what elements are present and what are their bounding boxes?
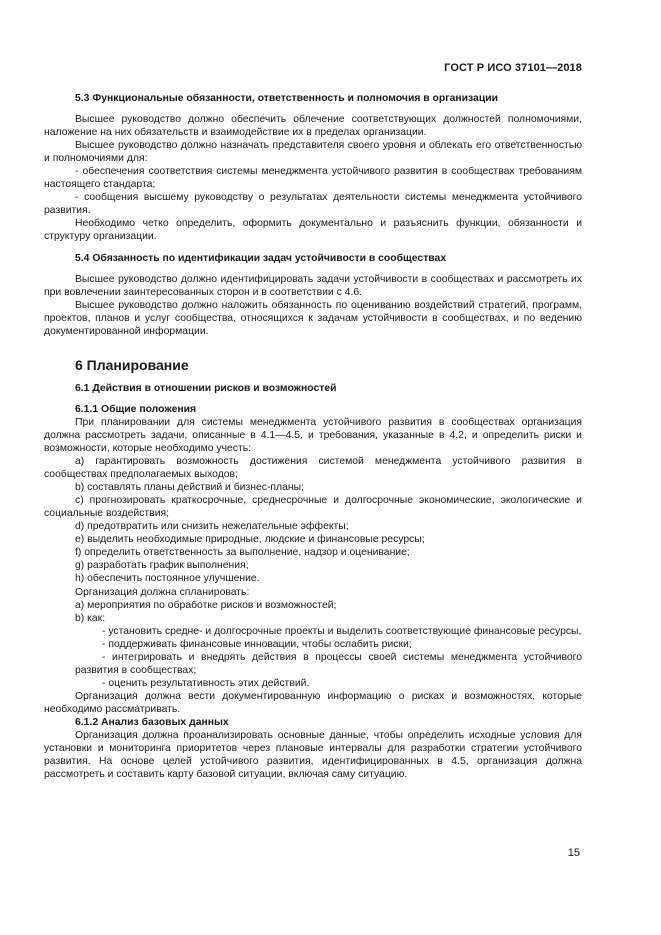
paragraph: Необходимо четко определить, оформить документально и разъяснить функции, обязанности и структуру организации. [44,218,582,243]
paragraph: Высшее руководство должно наложить обязанность по оцениванию воздействий стратегий, программ, проектов, планов и услуг сообщества, относящихся к задачам устойчивости в сообществах, и по ведению документированной информации. [44,299,582,337]
section-5-3-title: 5.3 Функциональные обязанности, ответственность и полномочия в организации [75,93,498,104]
list-item: e) выделить необходимые природные, людские и финансовые ресурсы; [75,534,425,546]
list-item: a) гарантировать возможность достижения системой менеджмента устойчивого развития в сообществах предполагаемых выходов; [44,456,582,481]
list-item: b) как: [75,612,106,624]
list-item: a) мероприятия по обработке рисков и возможностей; [75,599,337,611]
standard-header: ГОСТ Р ИСО 37101—2018 [444,62,582,74]
list-item: c) прогнозировать краткосрочные, среднесрочные и долгосрочные экономические, экологические и социальные воздействия; [44,495,582,520]
list-item: h) обеспечить постоянное улучшение. [75,573,260,585]
dash-item: - интегрировать и внедрять действия в процессы своей системы менеджмента устойчивого развития в сообществах; [75,651,582,676]
section-6-1-1-title: 6.1.1 Общие положения [75,403,197,415]
section-6-title: 6 Планирование [75,356,189,373]
paragraph: Организация должна проанализировать основные данные, чтобы определить исходные условия для установки и мониторинга приоритетов через плановые интервалы для разработки стратегии устойчивого развития. На основе целей устойчивого развития, идентифицированных в 4.5, организация должна рассмотреть и составить карту базовой ситуации, включая саму ситуацию. [44,730,582,781]
dash-item: - оценить результативность этих действий. [102,677,310,689]
paragraph: При планировании для системы менеджмента устойчивого развития в сообществах организация должна рассмотреть задачи, описанные в 4.1—4.5, и требования, указанные в 4.2, и определить риски и возможности, которые необходимо учесть: [44,416,582,454]
page-number: 15 [567,847,580,859]
section-6-1-title: 6.1 Действия в отношении рисков и возможностей [75,382,337,394]
paragraph: Высшее руководство должно идентифицировать задачи устойчивости в сообществах и рассмотреть их при вовлечении заинтересованных сторон и в соответствии с 4.6. [44,273,582,298]
dash-item: - установить средне- и долгосрочные проекты и выделить соответствующие финансовые ресурсы, [102,625,582,637]
paragraph: Организация должна вести документированную информацию о рисках и возможностях, которые необходимо рассматривать. [44,690,582,715]
section-6-1-2-title: 6.1.2 Анализ базовых данных [75,716,229,728]
paragraph: Организация должна спланировать: [75,586,250,598]
paragraph: Высшее руководство должно назначать представителя своего уровня и облекать его ответственностью и полномочиями для: [44,140,582,165]
page-body [44,92,582,781]
list-item: g) разработать график выполнения; [75,560,249,572]
list-item: d) предотвратить или снизить нежелательные эффекты; [75,521,349,533]
bullet-item: - обеспечения соответствия системы менеджмента устойчивого развития в сообществах требованиям настоящего стандарта; [44,166,582,191]
list-item: f) определить ответственность за выполнение, надзор и оценивание; [75,547,410,559]
section-5-4-title: 5.4 Обязанность по идентификации задач устойчивости в сообществах [75,252,447,264]
list-item: b) составлять планы действий и бизнес-планы; [75,482,304,494]
bullet-item: - сообщения высшему руководству о результатах деятельности системы менеджмента устойчивого развития. [44,192,582,217]
dash-item: - поддерживать финансовые инновации, чтобы ослабить риски; [102,638,412,650]
paragraph: Высшее руководство должно обеспечить облечение соответствующих должностей полномочиями, наложение на них обязательств и взаимодействие их в пределах организации. [44,114,582,139]
